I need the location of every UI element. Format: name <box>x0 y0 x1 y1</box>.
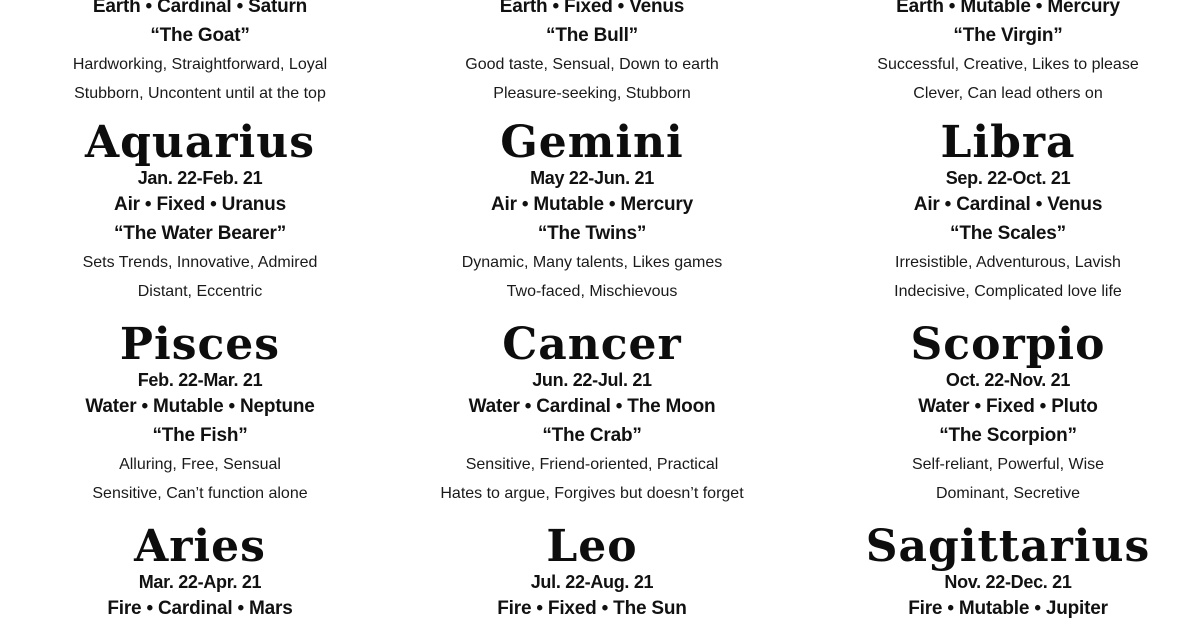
sign-dates: Nov. 22-Dec. 21 <box>944 572 1072 592</box>
sign-traits-negative: Clever, Can lead others on <box>913 85 1103 102</box>
sign-dates: Jan. 22-Feb. 21 <box>137 168 263 188</box>
capricorn-entry-partial <box>0 0 400 108</box>
sign-nickname: “The Scales” <box>950 223 1066 244</box>
sign-entry-sagittarius <box>808 521 1200 624</box>
sign-attributes: Fire • Cardinal • Mars <box>107 598 293 619</box>
sign-traits-negative: Indecisive, Complicated love life <box>894 283 1122 300</box>
sign-traits-positive: Sensitive, Friend-oriented, Practical <box>465 456 719 473</box>
sign-traits-negative: Sensitive, Can’t function alone <box>92 485 308 502</box>
sign-traits-positive: Hardworking, Straightforward, Loyal <box>72 56 328 73</box>
sign-nickname: “The Bull” <box>546 25 638 46</box>
sign-entry-pisces <box>0 319 400 508</box>
sign-entry-cancer <box>392 319 792 508</box>
sign-entry-aquarius <box>0 117 400 306</box>
sign-traits-positive: Dynamic, Many talents, Likes games <box>461 254 723 271</box>
sign-entry-gemini <box>392 117 792 306</box>
sign-nickname: “The Virgin” <box>953 25 1063 46</box>
sign-nickname: “The Scorpion” <box>939 425 1077 446</box>
sign-traits-positive: Irresistible, Adventurous, Lavish <box>895 254 1121 271</box>
sign-traits-negative: Two-faced, Mischievous <box>506 283 678 300</box>
sign-attributes: Air • Fixed • Uranus <box>114 194 286 215</box>
sign-attributes: Fire • Mutable • Jupiter <box>908 598 1108 619</box>
sign-name: Pisces <box>119 319 281 370</box>
sign-traits-positive: Sets Trends, Innovative, Admired <box>82 254 318 271</box>
sign-traits-negative: Hates to argue, Forgives but doesn’t forget <box>440 485 744 502</box>
sign-name: Libra <box>940 117 1076 168</box>
sign-dates: Mar. 22-Apr. 21 <box>138 572 262 592</box>
sign-traits-negative: Pleasure-seeking, Stubborn <box>493 85 691 102</box>
sign-attributes: Water • Fixed • Pluto <box>918 396 1098 417</box>
sign-entry-aries <box>0 521 400 624</box>
sign-name: Scorpio <box>910 319 1106 370</box>
sign-dates: Oct. 22-Nov. 21 <box>945 370 1071 390</box>
sign-attributes: Air • Cardinal • Venus <box>913 194 1103 215</box>
sign-attributes: Water • Mutable • Neptune <box>85 396 315 417</box>
sign-attributes: Air • Mutable • Mercury <box>491 194 693 215</box>
sign-attributes: Earth • Fixed • Venus <box>499 0 685 17</box>
sign-traits-positive: Successful, Creative, Likes to please <box>877 56 1139 73</box>
sign-attributes: Earth • Cardinal • Saturn <box>92 0 308 17</box>
sign-dates: Feb. 22-Mar. 21 <box>137 370 263 390</box>
sign-dates: Sep. 22-Oct. 21 <box>945 168 1071 188</box>
taurus-entry-partial <box>392 0 792 108</box>
sign-traits-negative: Distant, Eccentric <box>137 283 263 300</box>
sign-entry-scorpio <box>808 319 1200 508</box>
sign-name: Sagittarius <box>865 521 1151 572</box>
sign-attributes: Fire • Fixed • The Sun <box>497 598 687 619</box>
virgo-entry-partial <box>808 0 1200 108</box>
sign-nickname: “The Water Bearer” <box>113 223 287 244</box>
sign-dates: May 22-Jun. 21 <box>530 168 654 188</box>
sign-traits-negative: Dominant, Secretive <box>935 485 1081 502</box>
sign-name: Aries <box>134 521 266 572</box>
sign-attributes: Water • Cardinal • The Moon <box>468 396 716 417</box>
sign-traits-positive: Self-reliant, Powerful, Wise <box>911 456 1105 473</box>
sign-attributes: Earth • Mutable • Mercury <box>896 0 1120 17</box>
sign-traits-positive: Alluring, Free, Sensual <box>119 456 281 473</box>
sign-nickname: “The Fish” <box>152 425 248 446</box>
sign-entry-libra <box>808 117 1200 306</box>
sign-nickname: “The Twins” <box>537 223 647 244</box>
sign-entry-leo <box>392 521 792 624</box>
sign-nickname: “The Crab” <box>542 425 642 446</box>
sign-traits-positive: Good taste, Sensual, Down to earth <box>465 56 719 73</box>
sign-dates: Jul. 22-Aug. 21 <box>530 572 654 592</box>
sign-nickname: “The Goat” <box>150 25 250 46</box>
sign-dates: Jun. 22-Jul. 21 <box>532 370 652 390</box>
sign-name: Gemini <box>500 117 684 168</box>
sign-name: Cancer <box>502 319 682 370</box>
sign-traits-negative: Stubborn, Uncontent until at the top <box>74 85 326 102</box>
sign-name: Leo <box>546 521 638 572</box>
sign-name: Aquarius <box>84 117 316 168</box>
